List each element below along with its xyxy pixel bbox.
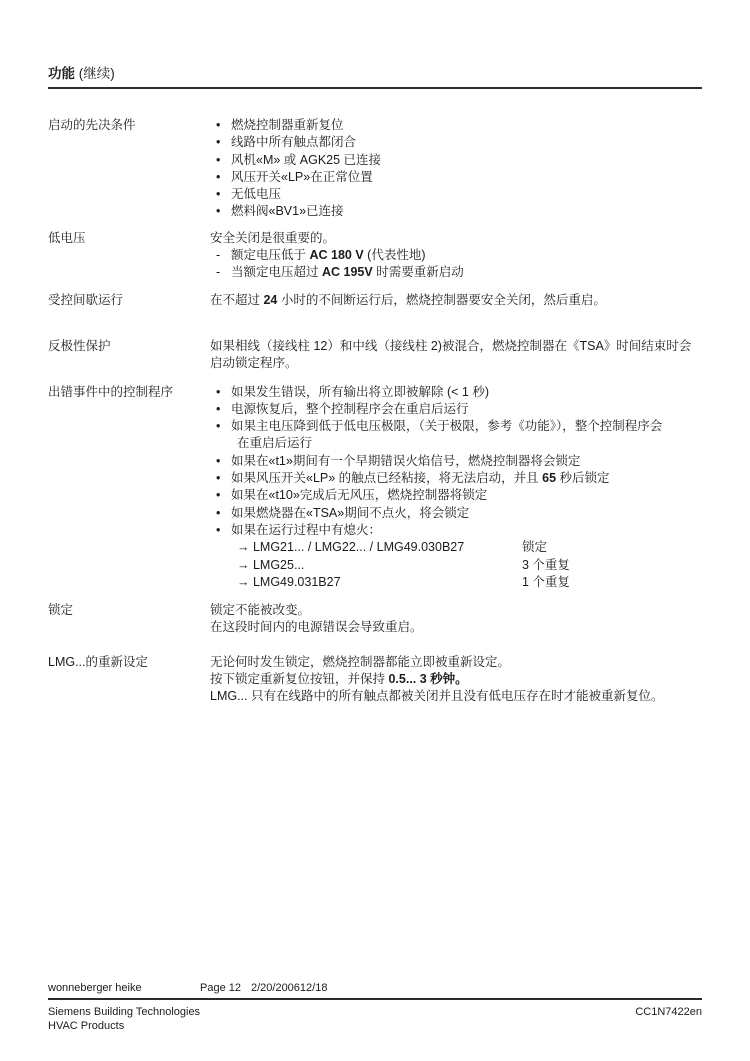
- model-result-row: [210, 574, 706, 591]
- section-content: [210, 654, 706, 706]
- bullet-text: 风机«M» 或 AGK25 已连接: [231, 152, 382, 167]
- bullet-marker: •: [216, 488, 221, 503]
- model-list: → LMG21... / LMG22... / LMG49.030B27: [237, 540, 465, 555]
- bullet-item: [210, 186, 706, 203]
- section-start-preconditions: [48, 117, 706, 221]
- bullet-item: [210, 418, 706, 435]
- content-line: 启动锁定程序。: [210, 356, 298, 371]
- section-polarity-protection: [48, 338, 706, 373]
- bullet-text: 风压开关«LP»在正常位置: [231, 169, 373, 184]
- dash-item: [210, 264, 706, 281]
- doc-title-suffix: (继续): [75, 66, 115, 81]
- section-low-voltage: [48, 230, 706, 282]
- section-label: 启动的先决条件: [48, 118, 136, 132]
- content-line: 安全关闭是很重要的。: [210, 230, 336, 245]
- bullet-item: [210, 522, 706, 539]
- bullet-text: 如果发生错误，所有输出将立即被解除 (< 1 秒): [231, 384, 489, 399]
- footer-meta-row: [48, 981, 702, 995]
- model-result-row: [210, 557, 706, 574]
- model-result: 3 个重复: [522, 557, 570, 572]
- dash-text: [231, 247, 706, 264]
- section-content: [210, 384, 706, 592]
- bullet-item: [210, 487, 706, 504]
- footer-company-line1: Siemens Building Technologies: [48, 1006, 201, 1018]
- content-line: [210, 292, 706, 309]
- bullet-text: 如果主电压降到低于低电压极限，（关于极限，参考《功能》），整个控制程序会: [231, 419, 663, 434]
- bullet-text: 燃料阀«BV1»已连接: [231, 204, 344, 219]
- section-label: 出错事件中的控制程序: [48, 384, 174, 399]
- bullet-text: 燃烧控制器重新复位: [231, 118, 344, 132]
- bullet-item: [210, 470, 706, 487]
- bullet-text: 电源恢复后，整个控制程序会在重启后运行: [231, 401, 469, 416]
- bullet-text: 无低电压: [231, 187, 282, 202]
- model-list: → LMG49.031B27: [237, 574, 341, 589]
- section-label: 锁定: [48, 603, 74, 618]
- dash-marker: -: [216, 265, 221, 280]
- text-run-bold: 24: [263, 292, 278, 307]
- section-content: [210, 292, 706, 309]
- bullet-marker: •: [216, 419, 221, 434]
- bullet-item: [210, 453, 706, 470]
- text-run: 时需要重新启动: [372, 265, 464, 280]
- bullet-text: 如果燃烧器在«TSA»期间不点火，将会锁定: [231, 505, 470, 520]
- section-content: [210, 230, 706, 282]
- text-run: 如果风压开关«LP» 的触点已经粘接，将无法启动，并且: [231, 471, 543, 486]
- bullet-marker: •: [216, 135, 221, 150]
- section-content: [210, 602, 706, 637]
- bullet-marker: •: [216, 505, 221, 520]
- bullet-marker: •: [216, 187, 221, 202]
- dash-text: [231, 264, 706, 281]
- model-result: 1 个重复: [522, 574, 570, 589]
- bullet-item: [210, 384, 706, 401]
- content-line: [210, 671, 706, 688]
- dash-marker: -: [216, 248, 221, 263]
- bullet-item: [210, 117, 706, 134]
- section-lmg-reset: [48, 654, 706, 706]
- text-run: 秒后锁定: [556, 471, 610, 486]
- footer-date: 2/20/200612/18: [250, 982, 328, 994]
- doc-header: [48, 66, 702, 89]
- bullet-item: [210, 134, 706, 151]
- footer-page-number: Page 12: [200, 982, 241, 994]
- bullet-marker: •: [216, 169, 221, 184]
- section-content: [210, 338, 706, 373]
- bullet-marker: •: [216, 152, 221, 167]
- bullet-item: [210, 401, 706, 418]
- bullet-item: [210, 203, 706, 220]
- model-list: → LMG25...: [237, 557, 305, 572]
- header-rule: [48, 87, 702, 89]
- footer-doc-id: CC1N7422en: [635, 1006, 702, 1018]
- bullet-item: [210, 505, 706, 522]
- bullet-marker: •: [216, 522, 221, 537]
- section-label: LMG...的重新设定: [48, 654, 149, 669]
- bullet-marker: •: [216, 471, 221, 486]
- bullet-marker: •: [216, 384, 221, 399]
- bullet-text-continuation: 在重启后运行: [237, 436, 313, 451]
- text-run-bold: AC 180 V: [309, 248, 364, 263]
- document-body: [48, 117, 706, 706]
- footer-company-block: [48, 1005, 200, 1033]
- text-run: 小时的不间断运行后，燃烧控制器要安全关闭，然后重启。: [277, 292, 606, 307]
- bullet-text: [231, 470, 706, 487]
- bullet-marker: •: [216, 453, 221, 468]
- text-run: 在不超过: [210, 292, 264, 307]
- footer-company-line2: HVAC Products: [48, 1020, 125, 1032]
- text-run: 额定电压低于: [231, 248, 310, 263]
- bullet-item: [210, 152, 706, 169]
- bullet-marker: •: [216, 118, 221, 132]
- text-run-bold: 0.5... 3 秒钟。: [388, 672, 468, 687]
- bullet-text: 如果在«t1»期间有一个早期错误火焰信号，燃烧控制器将会锁定: [231, 453, 581, 468]
- dash-item: [210, 247, 706, 264]
- bullet-item: [210, 169, 706, 186]
- section-intermittent-operation: [48, 292, 706, 309]
- doc-title-line: [48, 66, 702, 82]
- text-run: 当额定电压超过: [231, 265, 322, 280]
- content-line: 如果相线（接线柱 12）和中线（接线柱 2)被混合，燃烧控制器在《TSA》时间结束时会: [210, 338, 692, 353]
- text-run: 按下锁定重新复位按钮，并保持: [210, 672, 389, 687]
- text-run-bold: AC 195V: [321, 265, 373, 280]
- content-line: 锁定不能被改变。: [210, 603, 311, 618]
- text-run-bold: 65: [542, 471, 557, 486]
- section-content: [210, 117, 706, 221]
- doc-title: 功能: [48, 66, 75, 81]
- footer-rule: [48, 998, 702, 1000]
- section-label: 受控间歇运行: [48, 292, 124, 307]
- section-fault-control-program: [48, 384, 706, 592]
- model-result: 锁定: [522, 540, 548, 555]
- footer-author: wonneberger heike: [48, 982, 142, 994]
- section-label: 低电压: [48, 230, 86, 245]
- model-result-row: [210, 539, 706, 556]
- bullet-text: 如果在运行过程中有熄火：: [231, 522, 382, 537]
- section-lockout: [48, 602, 706, 637]
- section-label: 反极性保护: [48, 338, 111, 353]
- text-run: (代表性地): [363, 248, 426, 263]
- bullet-marker: •: [216, 401, 221, 416]
- content-line: LMG... 只有在线路中的所有触点都被关闭并且没有低电压存在时才能被重新复位。: [210, 689, 664, 704]
- content-line: 无论何时发生锁定，燃烧控制器都能立即被重新设定。: [210, 654, 511, 669]
- content-line: 在这段时间内的电源错误会导致重启。: [210, 620, 423, 635]
- bullet-marker: •: [216, 204, 221, 219]
- bullet-text: 线路中所有触点都闭合: [231, 135, 357, 150]
- bullet-text: 如果在«t10»完成后无风压，燃烧控制器将锁定: [231, 488, 488, 503]
